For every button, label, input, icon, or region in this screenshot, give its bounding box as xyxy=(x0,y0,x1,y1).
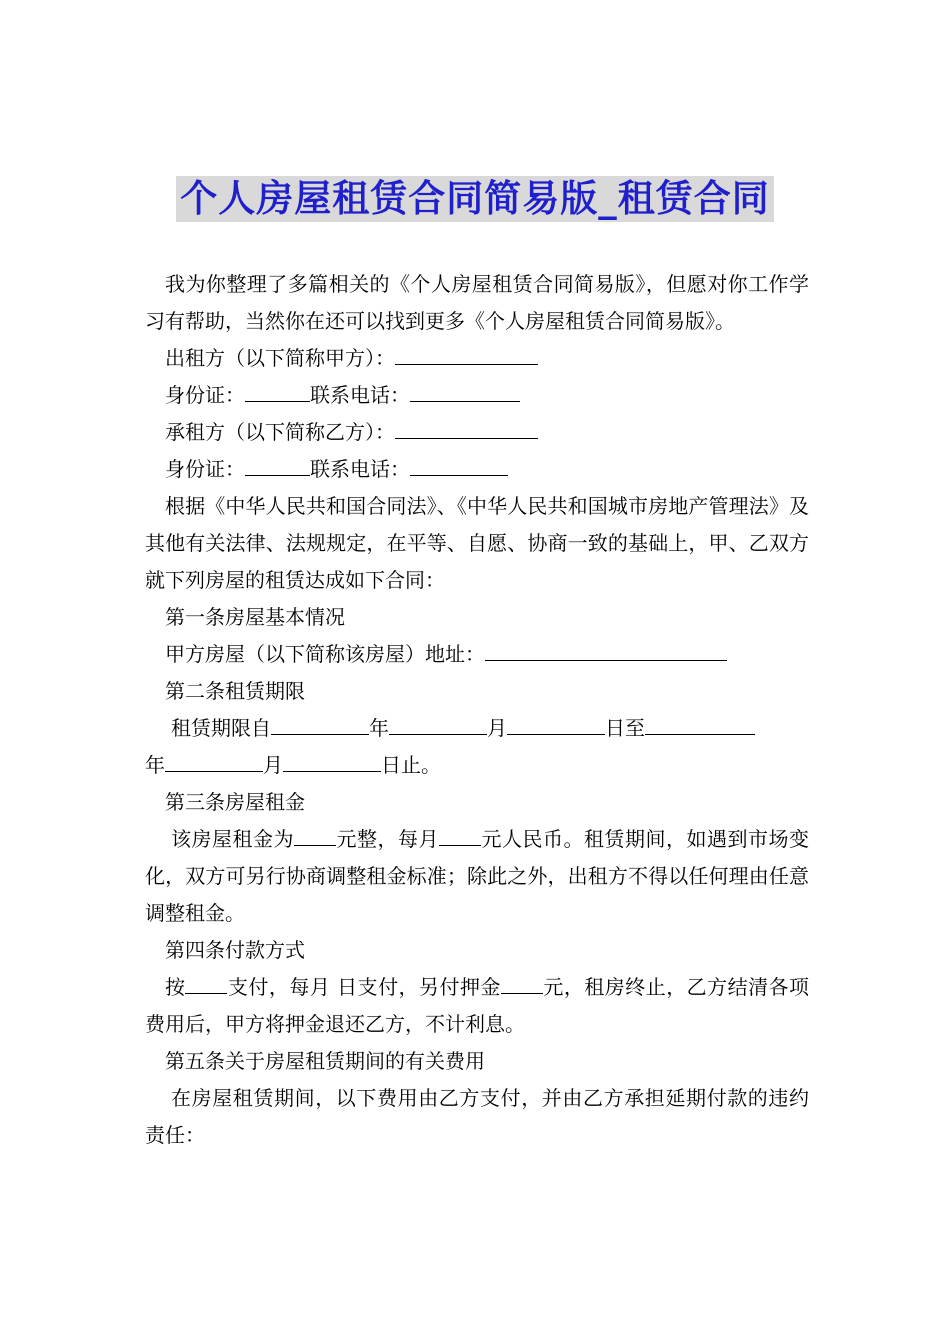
contract-body xyxy=(145,266,809,1154)
deposit-blank[interactable] xyxy=(501,975,543,994)
payment-label-c: 元，租房终止，乙方结清各项费用后，甲方将押金退还乙方，不计利息。 xyxy=(145,975,810,1036)
basis-paragraph: 根据《中华人民共和国合同法》、《中华人民共和国城市房地产管理法》及其他有关法律、法规规定，在平等、自愿、协商一致的基础上，甲、乙双方就下列房屋的租赁达成如下合同： xyxy=(145,494,809,592)
article-2-term-line xyxy=(145,710,809,747)
lessee-id-blank[interactable] xyxy=(245,457,310,476)
day-to-label: 日至 xyxy=(605,716,645,740)
term-from-label: 租赁期限自 xyxy=(171,716,271,740)
payment-label-b: 支付，每月 日支付，另付押金 xyxy=(227,975,501,999)
address-blank[interactable] xyxy=(485,642,727,661)
start-year-blank[interactable] xyxy=(271,716,369,735)
lessor-line xyxy=(145,340,809,377)
lessor-blank[interactable] xyxy=(395,346,538,365)
article-1-address-line xyxy=(145,636,809,673)
article-3-body xyxy=(145,821,809,932)
end-month-label: 月 xyxy=(263,753,283,777)
end-year-label: 年 xyxy=(145,753,165,777)
rent-monthly-blank[interactable] xyxy=(439,827,481,846)
lessee-line xyxy=(145,414,809,451)
start-day-blank[interactable] xyxy=(507,716,605,735)
start-year-label: 年 xyxy=(369,716,389,740)
rent-label-a: 该房屋租金为 xyxy=(171,827,294,851)
payment-label-a: 按 xyxy=(165,975,186,999)
article-2-title: 第二条租赁期限 xyxy=(165,679,305,703)
lessor-label: 出租方（以下简称甲方）： xyxy=(165,346,395,370)
lessee-phone-blank[interactable] xyxy=(410,457,508,476)
end-day-blank[interactable] xyxy=(283,753,381,772)
lessee-id-line xyxy=(145,451,809,488)
rent-label-b: 元整，每月 xyxy=(336,827,439,851)
start-month-label: 月 xyxy=(487,716,507,740)
lessor-phone-blank[interactable] xyxy=(410,383,520,402)
day-end-label: 日止。 xyxy=(381,753,441,777)
article-3-title: 第三条房屋租金 xyxy=(165,790,305,814)
document-title: 个人房屋租赁合同简易版_租赁合同 xyxy=(176,176,774,222)
end-month-blank[interactable] xyxy=(165,753,263,772)
title-container xyxy=(0,176,950,222)
start-month-blank[interactable] xyxy=(389,716,487,735)
intro-paragraph: 我为你整理了多篇相关的《个人房屋租赁合同简易版》，但愿对你工作学习有帮助，当然你在还可以找到更多《个人房屋租赁合同简易版》。 xyxy=(145,272,809,333)
article-5-body: 在房屋租赁期间，以下费用由乙方支付，并由乙方承担延期付款的违约责任： xyxy=(145,1086,809,1147)
article-1-title: 第一条房屋基本情况 xyxy=(165,605,345,629)
article-4-title: 第四条付款方式 xyxy=(165,938,305,962)
article-5-title: 第五条关于房屋租赁期间的有关费用 xyxy=(165,1049,485,1073)
lessee-blank[interactable] xyxy=(395,420,538,439)
lessor-id-blank[interactable] xyxy=(245,383,310,402)
lessee-phone-label: 联系电话： xyxy=(310,457,410,481)
rent-label-c: 元人民币。租赁期间，如遇到市场变化，双方可另行协商调整租金标准；除此之外，出租方不得以任何理由任意调整租金。 xyxy=(145,827,809,925)
lessor-phone-label: 联系电话： xyxy=(310,383,410,407)
rent-total-blank[interactable] xyxy=(294,827,336,846)
lessee-label: 承租方（以下简称乙方）： xyxy=(165,420,395,444)
article-4-body xyxy=(145,969,809,1043)
lessor-id-label: 身份证： xyxy=(165,383,245,407)
lessee-id-label: 身份证： xyxy=(165,457,245,481)
lessor-id-line xyxy=(145,377,809,414)
payment-method-blank[interactable] xyxy=(185,975,227,994)
article-2-term-line-cont xyxy=(145,747,809,784)
address-label: 甲方房屋（以下简称该房屋）地址： xyxy=(165,642,485,666)
end-year-blank-a[interactable] xyxy=(645,716,755,735)
